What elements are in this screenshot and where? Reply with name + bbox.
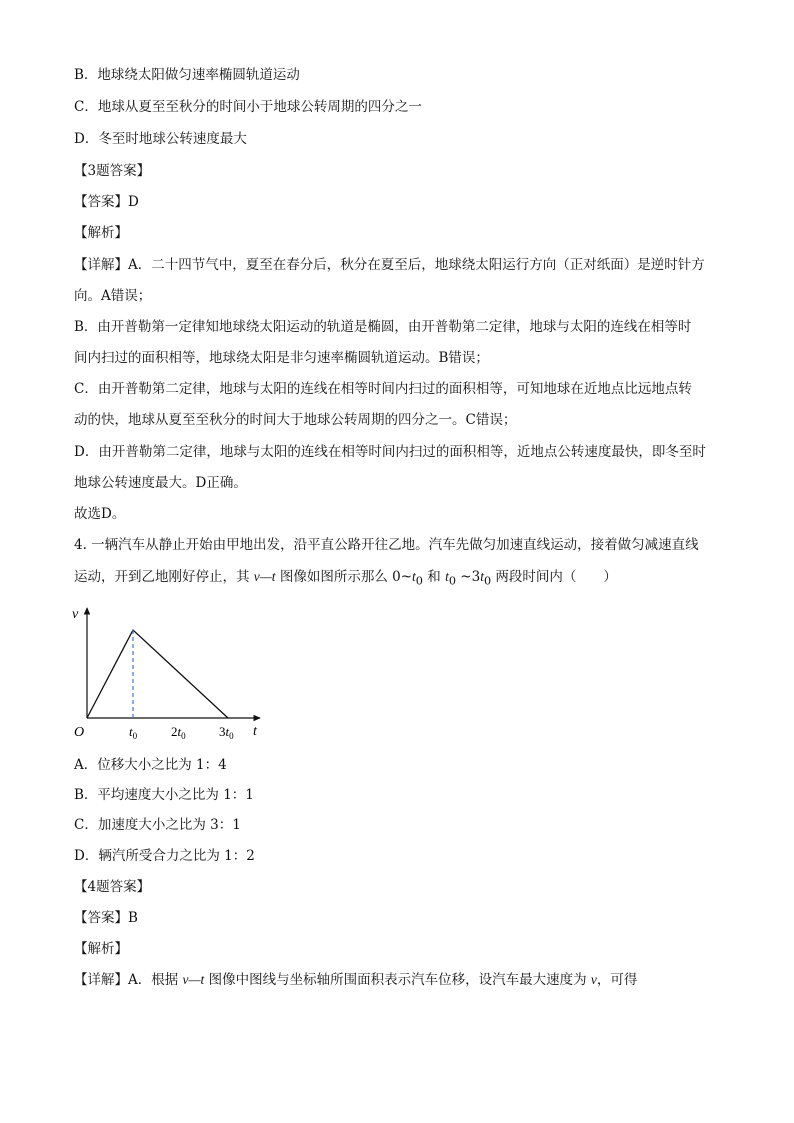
q3-detail-b-1: B．由开普勒第一定律知地球绕太阳运动的轨道是椭圆，由开普勒第二定律，地球与太阳的连线在相等时: [74, 319, 692, 335]
q4-option-b: B．平均速度大小之比为 1：1: [74, 787, 254, 803]
q4-option-a: A．位移大小之比为 1：4: [74, 757, 227, 773]
line-q3-option-b: B．地球绕太阳做匀速率椭圆轨道运动: [74, 67, 300, 83]
q4-option-d: D．辆汽所受合力之比为 1：2: [74, 848, 255, 864]
q3-conclusion: 故选D。: [74, 506, 126, 522]
q4-stem-mid: 图像如图所示那么 0~: [275, 569, 413, 585]
q4-detail-a: [74, 971, 637, 989]
q3-detail-d-2: 地球公转速度最大。D正确。: [74, 475, 247, 491]
q4-detail-pre: 【详解】A．根据: [74, 972, 183, 988]
line-q3-option-d: D．冬至时地球公转速度最大: [74, 131, 247, 147]
q3-answer: 【答案】D: [74, 194, 139, 210]
q4-stem-t0-c: t: [480, 569, 484, 584]
t-axis-label: t: [253, 724, 257, 739]
velocity-line: [87, 630, 228, 718]
q4-stem-sub-a: 0: [415, 574, 423, 588]
tick-label-3t0: $3t_0$: [219, 724, 234, 741]
q4-stem-vt: v—t: [253, 569, 276, 584]
q4-option-c: C．加速度大小之比为 3：1: [74, 817, 241, 833]
v-axis-label: v: [72, 607, 79, 622]
q4-answer: 【答案】B: [74, 910, 138, 926]
q4-stem-t0-a: t: [412, 569, 416, 584]
q3-detail-a-2: 向。A错误；: [74, 288, 152, 304]
q4-stem-tilde: ~3: [456, 569, 481, 585]
q4-stem-post: 两段时间内（ ）: [491, 569, 617, 585]
q4-stem-sub-b: 0: [448, 574, 456, 588]
q4-stem-sub-c: 0: [483, 574, 492, 588]
q3-analysis: 【解析】: [74, 225, 128, 241]
line-q3-option-c: C．地球从夏至至秋分的时间小于地球公转周期的四分之一: [74, 99, 422, 115]
q4-detail-post: ，可得: [596, 972, 638, 988]
q4-analysis: 【解析】: [74, 941, 128, 957]
origin-label: O: [74, 725, 85, 740]
q4-stem-line-2: [74, 568, 617, 591]
q4-stem-line-1: 4. 一辆汽车从静止开始由甲地出发，沿平直公路开往乙地。汽车先做匀加速直线运动，接着做匀减速直线: [74, 537, 699, 553]
vt-graph: [68, 600, 268, 745]
q4-stem-and: 和: [422, 569, 446, 585]
tick-label-t0: $t_0$: [129, 724, 138, 741]
q4-stem-t0-b: t: [445, 569, 449, 584]
q4-answer-header: 【4题答案】: [74, 879, 151, 895]
q3-detail-d-1: D．由开普勒第二定律，地球与太阳的连线在相等时间内扫过的面积相等，近地点公转速度最快，即冬至时: [74, 444, 706, 460]
q3-detail-c-1: C．由开普勒第二定律，地球与太阳的连线在相等时间内扫过的面积相等，可知地球在近地点比远地点转: [74, 381, 692, 397]
q3-detail-a-1: 【详解】A．二十四节气中，夏至在春分后，秋分在夏至后，地球绕太阳运行方向（正对纸面）是逆时针方: [74, 257, 705, 273]
q3-detail-b-2: 间内扫过的面积相等，地球绕太阳是非匀速率椭圆轨道运动。B错误；: [74, 350, 489, 366]
q4-stem-pre: 运动，开到乙地刚好停止，其: [74, 569, 254, 585]
q3-detail-c-2: 动的快，地球从夏至至秋分的时间大于地球公转周期的四分之一。C错误；: [74, 412, 517, 428]
q3-answer-header: 【3题答案】: [74, 163, 151, 179]
tick-label-2t0: $2t_0$: [171, 724, 186, 741]
q4-detail-vt: v—t: [182, 972, 205, 987]
q4-detail-mid: 图像中图线与坐标轴所围面积表示汽车位移，设汽车最大速度为: [204, 972, 591, 988]
q4-detail-v: v: [590, 972, 597, 987]
